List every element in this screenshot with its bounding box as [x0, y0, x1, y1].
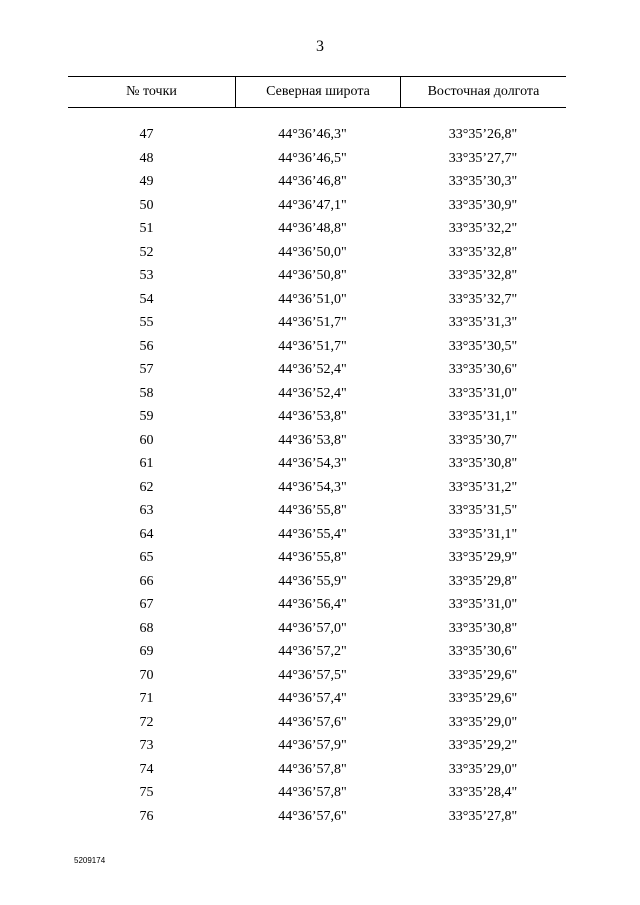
- table-row: [68, 194, 566, 218]
- cell-north-latitude: 44°36’55,8": [278, 503, 347, 518]
- cell-north-latitude: 44°36’53,8": [278, 432, 347, 448]
- cell-north-latitude: 44°36’51,7": [278, 338, 347, 354]
- cell-north-latitude: 44°36’46,3": [278, 127, 347, 142]
- table-row: [68, 429, 566, 453]
- cell-point-number: 64: [139, 526, 154, 542]
- cell-east-longitude: 33°35’30,9": [448, 197, 518, 213]
- cell-east-longitude: 33°35’30,5": [448, 338, 518, 354]
- cell-point-number: 63: [139, 503, 154, 518]
- cell-east-longitude: 33°35’30,7": [448, 432, 518, 448]
- header-point-number: № точки: [126, 84, 177, 99]
- cell-east-longitude: 33°35’31,5": [448, 503, 518, 518]
- cell-point-number: 60: [139, 432, 154, 448]
- coordinates-table: [68, 76, 566, 828]
- table-row: [68, 405, 566, 429]
- cell-east-longitude: 33°35’29,2": [448, 738, 518, 753]
- cell-east-longitude: 33°35’29,6": [448, 691, 518, 706]
- cell-north-latitude: 44°36’57,6": [278, 808, 347, 824]
- cell-north-latitude: 44°36’50,0": [278, 244, 347, 260]
- table-row: [68, 147, 566, 171]
- table-row: [68, 805, 566, 829]
- cell-east-longitude: 33°35’31,2": [448, 479, 518, 495]
- cell-north-latitude: 44°36’57,4": [278, 691, 347, 706]
- cell-point-number: 75: [139, 785, 154, 800]
- cell-point-number: 59: [139, 409, 154, 424]
- cell-east-longitude: 33°35’32,8": [448, 268, 518, 283]
- cell-point-number: 74: [139, 761, 154, 777]
- cell-north-latitude: 44°36’51,7": [278, 315, 347, 330]
- cell-east-longitude: 33°35’30,3": [448, 174, 518, 189]
- cell-point-number: 57: [139, 362, 154, 377]
- cell-point-number: 73: [139, 738, 154, 753]
- table-row: [68, 617, 566, 641]
- cell-point-number: 51: [139, 221, 154, 236]
- cell-east-longitude: 33°35’30,6": [448, 362, 518, 377]
- table-row: [68, 711, 566, 735]
- cell-point-number: 67: [139, 597, 154, 612]
- cell-north-latitude: 44°36’57,8": [278, 785, 347, 800]
- cell-point-number: 54: [139, 291, 154, 307]
- cell-east-longitude: 33°35’29,0": [448, 761, 518, 777]
- cell-point-number: 48: [139, 150, 154, 166]
- header-east-longitude: Восточная долгота: [400, 77, 566, 107]
- cell-north-latitude: 44°36’55,4": [278, 526, 347, 542]
- table-row: [68, 288, 566, 312]
- table-body: [68, 123, 566, 828]
- table-row: [68, 687, 566, 711]
- cell-point-number: 66: [139, 573, 154, 589]
- cell-north-latitude: 44°36’57,6": [278, 714, 347, 730]
- table-row: [68, 570, 566, 594]
- table-row: [68, 781, 566, 805]
- cell-point-number: 58: [139, 385, 154, 401]
- cell-east-longitude: 33°35’29,0": [448, 714, 518, 730]
- cell-point-number: 70: [139, 667, 154, 683]
- table-row: [68, 123, 566, 147]
- cell-north-latitude: 44°36’47,1": [278, 197, 347, 213]
- cell-north-latitude: 44°36’57,9": [278, 738, 347, 753]
- table-row: [68, 311, 566, 335]
- cell-east-longitude: 33°35’32,2": [448, 221, 518, 236]
- cell-point-number: 61: [139, 456, 154, 471]
- table-row: [68, 499, 566, 523]
- table-row: [68, 593, 566, 617]
- cell-east-longitude: 33°35’27,7": [448, 150, 518, 166]
- cell-point-number: 52: [139, 244, 154, 260]
- cell-north-latitude: 44°36’50,8": [278, 268, 347, 283]
- cell-east-longitude: 33°35’29,6": [448, 667, 518, 683]
- table-row: [68, 170, 566, 194]
- cell-east-longitude: 33°35’29,9": [448, 550, 518, 565]
- cell-north-latitude: 44°36’54,3": [278, 479, 347, 495]
- table-row: [68, 241, 566, 265]
- cell-east-longitude: 33°35’29,8": [448, 573, 518, 589]
- page-number: 3: [316, 38, 324, 55]
- cell-point-number: 49: [139, 174, 154, 189]
- cell-east-longitude: 33°35’31,1": [448, 409, 518, 424]
- table-row: [68, 358, 566, 382]
- cell-east-longitude: 33°35’31,0": [448, 597, 518, 612]
- cell-north-latitude: 44°36’53,8": [278, 409, 347, 424]
- cell-east-longitude: 33°35’26,8": [448, 127, 518, 142]
- table-row: [68, 664, 566, 688]
- header-north-latitude: Северная широта: [235, 77, 400, 107]
- cell-north-latitude: 44°36’54,3": [278, 456, 347, 471]
- table-row: [68, 382, 566, 406]
- cell-north-latitude: 44°36’52,4": [278, 362, 347, 377]
- cell-east-longitude: 33°35’30,8": [448, 456, 518, 471]
- cell-point-number: 68: [139, 620, 154, 636]
- table-row: [68, 264, 566, 288]
- table-row: [68, 452, 566, 476]
- table-row: [68, 476, 566, 500]
- cell-east-longitude: 33°35’30,6": [448, 644, 518, 659]
- cell-east-longitude: 33°35’27,8": [448, 808, 518, 824]
- cell-east-longitude: 33°35’28,4": [448, 785, 518, 800]
- cell-point-number: 65: [139, 550, 154, 565]
- cell-north-latitude: 44°36’46,5": [278, 150, 347, 166]
- cell-east-longitude: 33°35’32,8": [448, 244, 518, 260]
- table-row: [68, 640, 566, 664]
- cell-north-latitude: 44°36’56,4": [278, 597, 347, 612]
- cell-north-latitude: 44°36’52,4": [278, 385, 347, 401]
- cell-point-number: 55: [139, 315, 154, 330]
- cell-north-latitude: 44°36’46,8": [278, 174, 347, 189]
- cell-north-latitude: 44°36’57,0": [278, 620, 347, 636]
- cell-north-latitude: 44°36’57,8": [278, 761, 347, 777]
- cell-north-latitude: 44°36’51,0": [278, 291, 347, 307]
- cell-north-latitude: 44°36’55,9": [278, 573, 347, 589]
- cell-east-longitude: 33°35’31,0": [448, 385, 518, 401]
- table-row: [68, 217, 566, 241]
- table-row: [68, 546, 566, 570]
- cell-east-longitude: 33°35’31,1": [448, 526, 518, 542]
- cell-point-number: 71: [139, 691, 154, 706]
- table-row: [68, 523, 566, 547]
- cell-north-latitude: 44°36’55,8": [278, 550, 347, 565]
- cell-point-number: 72: [139, 714, 154, 730]
- cell-east-longitude: 33°35’32,7": [448, 291, 518, 307]
- cell-point-number: 47: [139, 127, 154, 142]
- cell-point-number: 50: [139, 197, 154, 213]
- table-header: [68, 76, 566, 108]
- cell-point-number: 62: [139, 479, 154, 495]
- table-row: [68, 734, 566, 758]
- table-row: [68, 758, 566, 782]
- cell-point-number: 76: [139, 808, 154, 824]
- cell-point-number: 56: [139, 338, 154, 354]
- cell-north-latitude: 44°36’57,5": [278, 667, 347, 683]
- document-code: 5209174: [74, 856, 106, 865]
- cell-point-number: 53: [139, 268, 154, 283]
- cell-north-latitude: 44°36’48,8": [278, 221, 347, 236]
- table-row: [68, 335, 566, 359]
- cell-east-longitude: 33°35’31,3": [448, 315, 518, 330]
- cell-east-longitude: 33°35’30,8": [448, 620, 518, 636]
- cell-point-number: 69: [139, 644, 154, 659]
- cell-north-latitude: 44°36’57,2": [278, 644, 347, 659]
